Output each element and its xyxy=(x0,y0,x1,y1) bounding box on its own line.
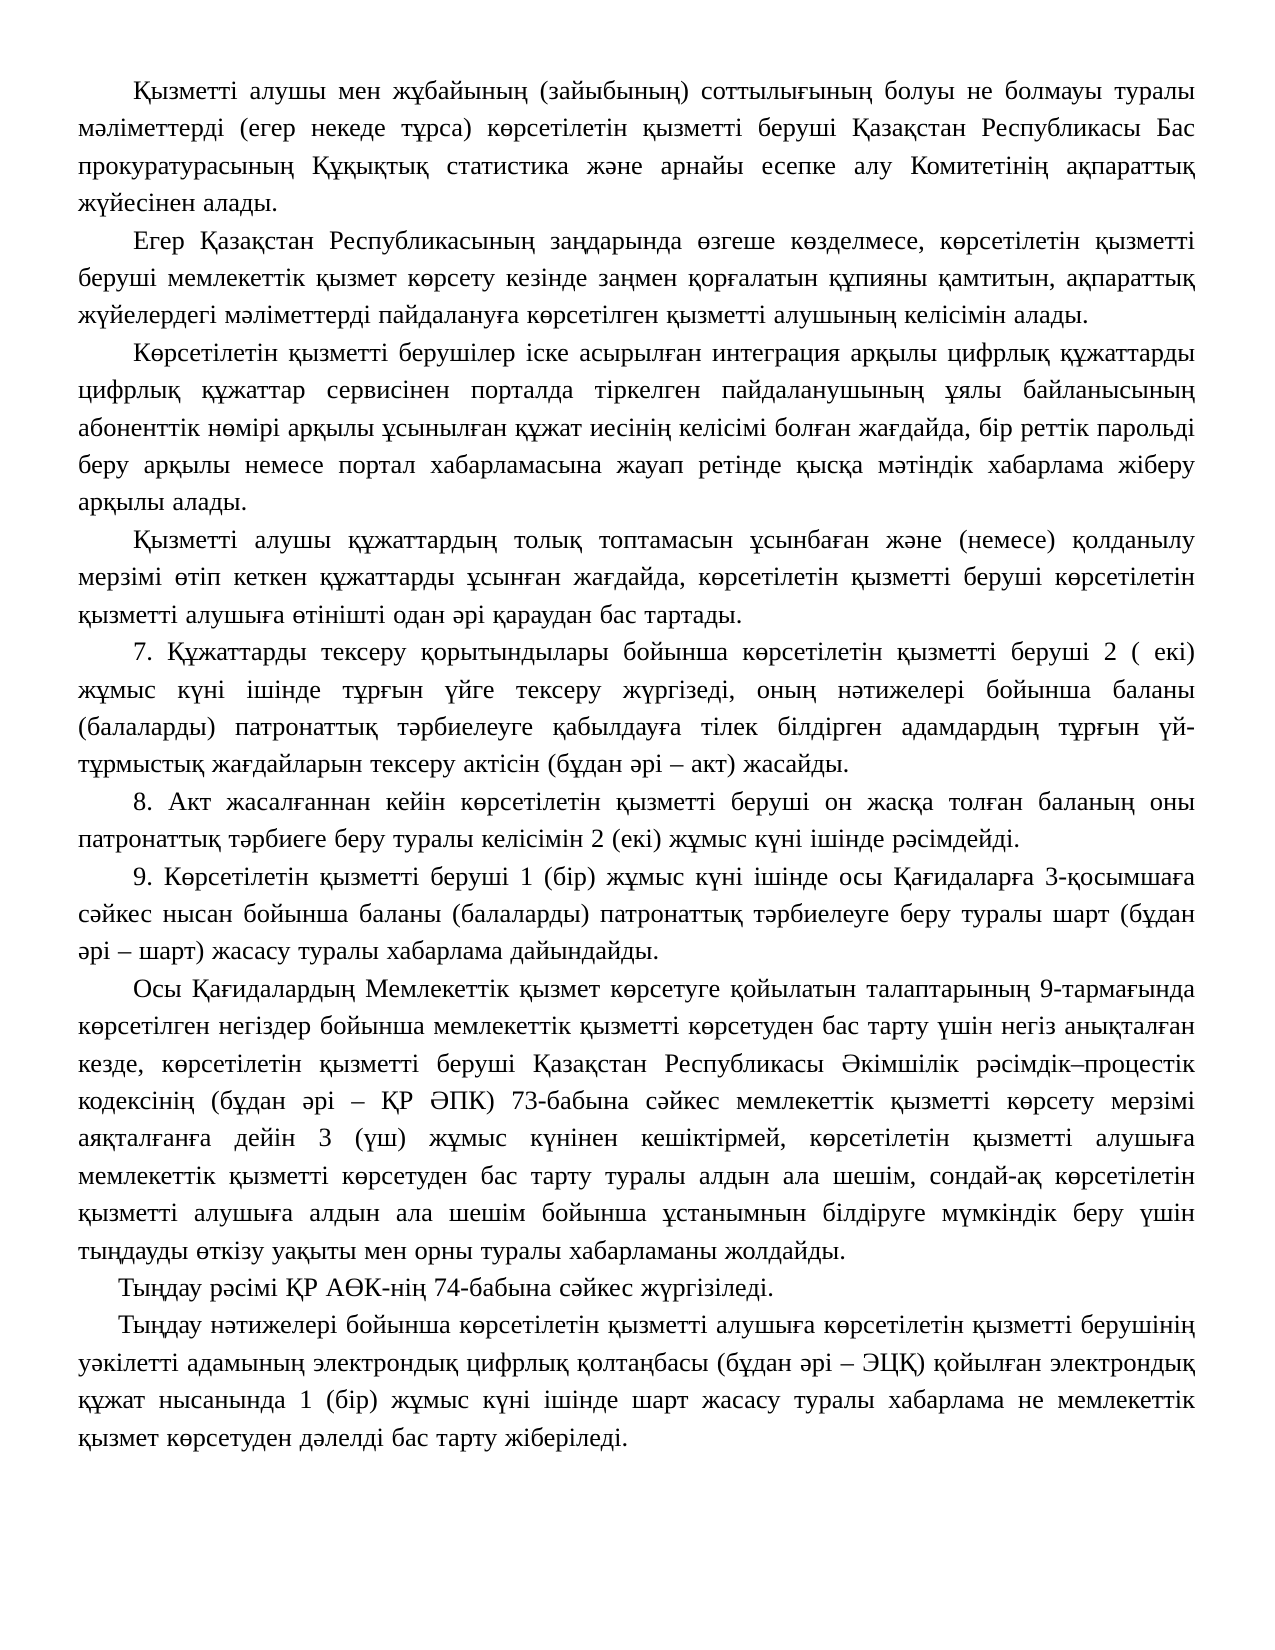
paragraph-criminal-record-info: Қызметті алушы мен жұбайының (зайыбының) соттылығының болуы не болмауы туралы мәліметтерді (егер некеде тұрса) көрсетілетін қызметті беруші Қазақстан Республикасы Бас прокуратурасының Құқықтық статистика және арнайы есепке алу Комитетінің ақпараттық жүйесінен алады. xyxy=(78,75,1195,218)
paragraph-incomplete-documents-refusal: Қызметті алушы құжаттардың толық топтамасын ұсынбаған және (немесе) қолданылу мерзімі өтіп кеткен құжаттарды ұсынған жағдайда, көрсетілетін қызметті беруші көрсетілетін қызметті алушыға өтінішті одан әрі қараудан бас тартады. xyxy=(78,523,1195,629)
paragraph-hearing-procedure: Тыңдау рәсімі ҚР АӨК-нің 74-бабына сәйкес жүргізіледі. xyxy=(118,1272,774,1302)
paragraph-clause-8-child-consent: 8. Акт жасалғаннан кейін көрсетілетін қызметті беруші он жасқа толған баланың оны патронаттық тәрбиеге беру туралы келісімін 2 (екі) жұмыс күні ішінде рәсімдейді. xyxy=(78,785,1195,854)
paragraph-consent-protected-secret: Егер Қазақстан Республикасының заңдарында өзгеше көзделмесе, көрсетілетін қызметті беруші мемлекеттік қызмет көрсету кезінде заңмен қорғалатын құпияны қамтитын, ақпараттық жүйелердегі мәліметтерді пайдалануға көрсетілген қызметті алушының келісімін алады. xyxy=(78,224,1195,330)
paragraph-refusal-preliminary-decision: Осы Қағидалардың Мемлекеттік қызмет көрсетуге қойылатын талаптарының 9-тармағында көрсетілген негіздер бойынша мемлекеттік қызметті көрсетуден бас тарту үшін негіз анықталған кезде, көрсетілетін қызметті беруші Қазақстан Республикасы Әкімшілік рәсімдік–процестік кодексінің (бұдан әрі – ҚР ӘПК) 73-бабына сәйкес мемлекеттік қызметті көрсету мерзімі аяқталғанға дейін 3 (үш) жұмыс күнінен кешіктірмей, көрсетілетін қызметті алушыға мемлекеттік қызметті көрсетуден бас тарту туралы алдын ала шешім, сондай-ақ көрсетілетін қызметті алушыға алдын ала шешім бойынша ұстанымнын білдіруге мүмкіндік беру үшін тыңдауды өткізу уақыты мен орны туралы хабарламаны жолдайды. xyxy=(78,972,1195,1265)
paragraph-digital-documents-service: Көрсетілетін қызметті берушілер іске асырылған интеграция арқылы цифрлық құжаттарды цифрлық құжаттар сервисінен порталда тіркелген пайдаланушының ұялы байланысының абоненттік нөмірі арқылы ұсынылған құжат иесінің келісімі болған жағдайда, бір реттік парольді беру арқылы немесе портал хабарламасына жауап ретінде қысқа мәтіндік хабарлама жіберу арқылы алады. xyxy=(78,336,1195,517)
paragraph-hearing-results: Тыңдау нәтижелері бойынша көрсетілетін қызметті алушыға көрсетілетін қызметті берушінің уәкілетті адамының электрондық цифрлық қолтаңбасы (бұдан әрі – ЭЦҚ) қойылған электрондық құжат нысанында 1 (бір) жұмыс күні ішінде шарт жасасу туралы хабарлама не мемлекеттік қызмет көрсетуден дәлелді бас тарту жіберіледі. xyxy=(78,1309,1195,1452)
paragraph-clause-7-housing-inspection: 7. Құжаттарды тексеру қорытындылары бойынша көрсетілетін қызметті беруші 2 ( екі) жұмыс күні ішінде тұрғын үйге тексеру жүргізеді, оның нәтижелері бойынша баланы (балаларды) патронаттық тәрбиелеуге қабылдауға тілек білдірген адамдардың тұрғын үй-тұрмыстық жағдайларын тексеру актісін (бұдан әрі – акт) жасайды. xyxy=(78,636,1195,779)
paragraph-clause-9-contract-notification: 9. Көрсетілетін қызметті беруші 1 (бір) жұмыс күні ішінде осы Қағидаларға 3-қосымшаға сәйкес нысан бойынша баланы (балаларды) патронаттық тәрбиелеуге беру туралы шарт (бұдан әрі – шарт) жасасу туралы хабарлама дайындайды. xyxy=(78,860,1195,966)
